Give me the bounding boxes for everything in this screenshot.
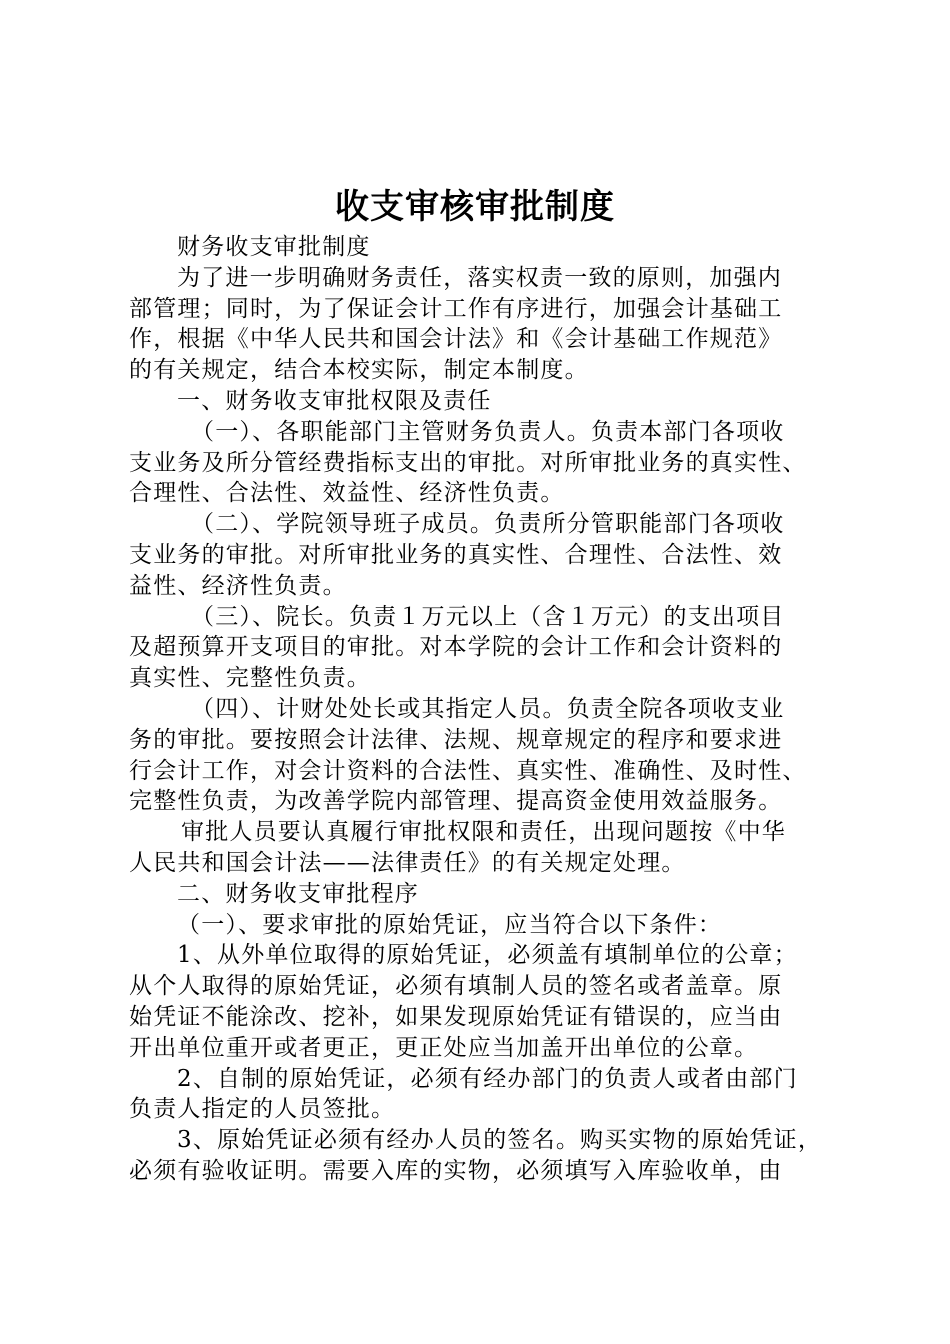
paragraph-line: （二）、学院领导班子成员。负责所分管职能部门各项收 [191,511,785,538]
paragraph-line: 负责人指定的人员签批。 [129,1096,396,1123]
paragraph-line: 作，根据《中华人民共和国会计法》和《会计基础工作规范》 [129,326,783,353]
section-heading: 二、财务收支审批程序 [177,880,419,907]
paragraph-line: 支业务的审批。对所审批业务的真实性、合理性、合法性、效 [129,541,783,568]
document-body [129,232,849,1187]
paragraph-line: 审批人员要认真履行审批权限和责任，出现问题按《中华 [181,819,786,846]
paragraph-line: （三）、院长。负责１万元以上（含１万元）的支出项目 [191,603,785,630]
subtitle-line: 财务收支审批制度 [177,234,371,260]
paragraph-line: （一）、要求审批的原始凭证，应当符合以下条件： [177,911,723,938]
paragraph-line: 完整性负责，为改善学院内部管理、提高资金使用效益服务。 [129,788,783,815]
paragraph-line: 人民共和国会计法——法律责任》的有关规定处理。 [129,849,686,876]
paragraph-line: 真实性、完整性负责。 [129,665,371,692]
paragraph-line: 为了进一步明确财务责任，落实权责一致的原则，加强内 [177,264,782,291]
paragraph-line: 的有关规定，结合本校实际，制定本制度。 [129,357,589,384]
paragraph-line: 部管理；同时，为了保证会计工作有序进行，加强会计基础工 [129,295,783,322]
paragraph-line: 必须有验收证明。需要入库的实物，必须填写入库验收单，由 [129,1157,783,1184]
section-heading: 一、财务收支审批权限及责任 [177,387,492,414]
paragraph-line: 支业务及所分管经费指标支出的审批。对所审批业务的真实性、 [129,449,807,476]
paragraph-line: 开出单位重开或者更正，更正处应当加盖开出单位的公章。 [129,1034,759,1061]
paragraph-line: 从个人取得的原始凭证，必须有填制人员的签名或者盖章。原 [129,973,783,1000]
paragraph-line: 务的审批。要按照会计法律、法规、规章规定的程序和要求进 [129,726,783,753]
paragraph-line: 益性、经济性负责。 [129,572,347,599]
document-title: 收支审核审批制度 [335,187,615,227]
paragraph-line: （一）、各职能部门主管财务负责人。负责本部门各项收 [191,418,785,445]
paragraph-line: 3、原始凭证必须有经办人员的签名。购买实物的原始凭证， [177,1127,823,1154]
paragraph-line: 始凭证不能涂改、挖补，如果发现原始凭证有错误的，应当由 [129,1003,783,1030]
paragraph-line: 及超预算开支项目的审批。对本学院的会计工作和会计资料的 [129,634,783,661]
paragraph-line: 1、从外单位取得的原始凭证，必须盖有填制单位的公章； [177,942,798,969]
paragraph-line: 2、自制的原始凭证，必须有经办部门的负责人或者由部门 [177,1065,798,1092]
paragraph-line: （四）、计财处处长或其指定人员。负责全院各项收支业 [191,695,785,722]
paragraph-line: 行会计工作，对会计资料的合法性、真实性、准确性、及时性、 [129,757,807,784]
paragraph-line: 合理性、合法性、效益性、经济性负责。 [129,480,565,507]
